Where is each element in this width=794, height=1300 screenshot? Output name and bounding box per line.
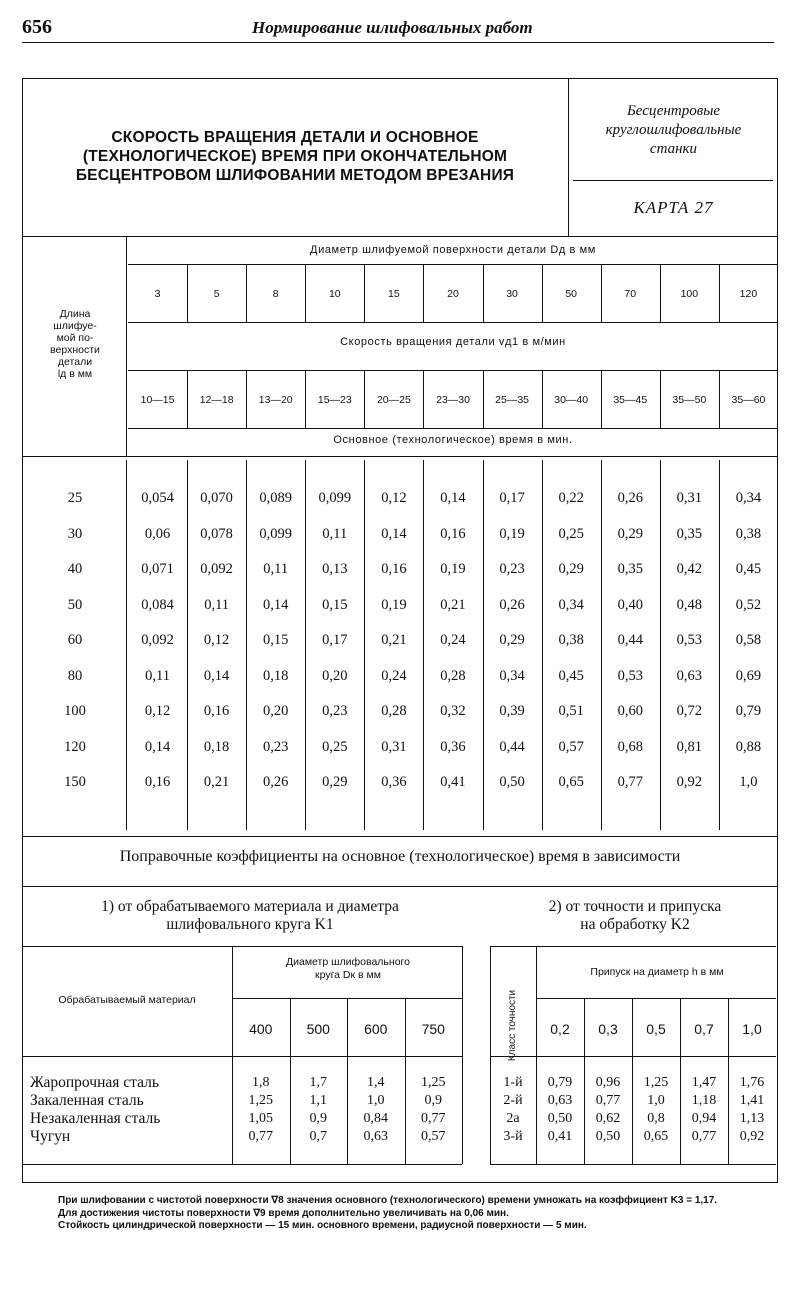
diameter-header: 20	[447, 288, 459, 300]
length-header-line: Длина	[59, 308, 91, 320]
allowance-header: 0,7	[694, 1021, 714, 1037]
time-cell: 0,51	[558, 703, 584, 719]
diameter-header: 3	[154, 288, 161, 300]
time-cell: 0,68	[617, 738, 643, 755]
k1-cell: 0,84	[363, 1111, 388, 1126]
time-cell: 0,12	[203, 632, 230, 648]
time-cell: 0,099	[259, 525, 293, 542]
footnote: Стойкость цилиндрической поверхности — 15 мин. основного времени, радиусной поверхности — 5 мин.	[58, 1220, 587, 1231]
divider	[128, 322, 778, 323]
time-cell: 0,092	[200, 561, 233, 577]
length-cell: 30	[67, 525, 83, 542]
k1-cell: 0,77	[421, 1111, 446, 1126]
k1-cell: 0,57	[421, 1129, 446, 1144]
time-cell: 0,32	[440, 703, 466, 719]
diameter-header: 8	[272, 288, 279, 300]
k2-cell: 0,94	[691, 1111, 717, 1126]
diameter-caption: Диаметр шлифуемой поверхности детали Dд в мм	[310, 244, 596, 256]
divider	[128, 428, 778, 429]
time-cell: 0,50	[499, 774, 525, 790]
time-cell: 0,21	[440, 596, 466, 613]
machine-type	[569, 102, 778, 159]
length-cell: 25	[67, 490, 83, 506]
machine-box	[568, 78, 778, 236]
time-cell: 0,26	[617, 490, 643, 506]
length-cell: 100	[64, 703, 86, 719]
divider	[128, 370, 778, 371]
time-caption: Основное (технологическое) время в мин.	[333, 434, 573, 446]
time-cell: 0,092	[141, 632, 174, 648]
time-cell: 0,38	[735, 525, 762, 542]
length-header-line: мой по-	[56, 332, 94, 344]
time-cell: 0,81	[676, 738, 703, 755]
speed-caption: Скорость вращения детали vд1 в м/мин	[340, 336, 566, 348]
material-name: Закаленная сталь	[30, 1092, 144, 1109]
time-cell: 0,12	[381, 490, 407, 506]
time-cell: 0,52	[735, 596, 762, 613]
k2-cell: 0,62	[595, 1111, 621, 1126]
k2-cell: 0,79	[547, 1075, 573, 1090]
k1-cell: 0,9	[424, 1093, 442, 1108]
length-cell: 50	[67, 596, 83, 613]
class-cell: 3-й	[503, 1129, 523, 1144]
time-cell: 0,071	[141, 561, 174, 577]
time-cell: 0,38	[558, 632, 584, 648]
page-header	[22, 14, 774, 43]
time-cell: 0,054	[141, 490, 174, 506]
time-cell: 0,14	[381, 525, 407, 542]
wheel-diameter-header: 500	[306, 1021, 330, 1037]
time-cell: 0,57	[558, 738, 584, 755]
time-cell: 0,18	[263, 667, 289, 684]
time-cell: 0,63	[676, 667, 703, 684]
speed-header: 25—35	[495, 394, 529, 406]
time-cell: 0,65	[558, 774, 584, 790]
time-cell: 0,36	[381, 774, 407, 790]
time-cell: 0,19	[440, 561, 466, 577]
time-cell: 0,41	[440, 774, 466, 790]
time-cell: 0,21	[203, 774, 230, 790]
time-cell: 0,070	[200, 490, 233, 506]
time-cell: 0,25	[558, 525, 584, 542]
time-cell: 0,19	[381, 596, 407, 613]
k1-cell: 1,1	[309, 1093, 327, 1108]
k2-cell: 0,63	[547, 1093, 573, 1108]
k2-cell: 1,76	[739, 1075, 765, 1090]
k2-cell: 0,77	[691, 1129, 717, 1144]
time-cell: 0,45	[735, 561, 762, 577]
wheel-diameter-header: 400	[249, 1021, 273, 1037]
time-cell: 0,29	[558, 561, 584, 577]
time-cell: 0,25	[322, 738, 348, 755]
footnote: При шлифовании с чистотой поверхности ∇8 значения основного (технологического) времени умножать на коэффициент K3 = 1,17.	[58, 1195, 718, 1206]
time-cell: 0,31	[381, 738, 407, 755]
footnotes	[28, 1195, 770, 1233]
wheel-diameter-header: 750	[421, 1021, 445, 1037]
divider	[22, 1164, 462, 1165]
diameter-header: 15	[388, 288, 400, 300]
k2-cell: 0,77	[595, 1093, 621, 1108]
time-cell: 0,19	[499, 525, 525, 542]
k1-cell: 0,7	[309, 1129, 327, 1144]
time-cell: 0,089	[259, 490, 293, 506]
length-cell: 40	[67, 561, 83, 577]
k1-cell: 1,25	[421, 1075, 446, 1090]
machine-line: станки	[649, 141, 698, 157]
time-cell: 0,44	[617, 632, 643, 648]
machine-line: круглошлифовальные	[605, 122, 742, 138]
time-cell: 0,24	[381, 667, 407, 684]
speed-header: 20—25	[376, 394, 411, 406]
wheel-caption-line: Диаметр шлифовального	[286, 956, 410, 968]
time-cell: 0,44	[499, 738, 525, 755]
time-cell: 0,53	[676, 632, 703, 648]
time-cell: 0,31	[676, 490, 703, 506]
allowance-header: 0,5	[646, 1021, 666, 1037]
time-cell: 0,58	[735, 632, 762, 648]
k2-cell: 1,25	[643, 1075, 669, 1090]
time-cell: 0,13	[322, 561, 348, 577]
time-cell: 0,48	[676, 596, 703, 613]
k2-cell: 0,8	[647, 1111, 665, 1126]
time-cell: 0,69	[735, 667, 762, 684]
diameter-header: 30	[506, 288, 518, 300]
divider	[22, 886, 778, 887]
map-label: КАРТА 27	[633, 198, 714, 217]
k1-cell: 1,0	[367, 1093, 385, 1108]
k2-cell: 0,96	[595, 1075, 621, 1090]
time-cell: 0,28	[381, 703, 407, 719]
time-cell: 0,22	[558, 490, 584, 506]
k1-cell: 0,77	[248, 1129, 273, 1144]
wheel-diameter-header: 600	[364, 1021, 388, 1037]
k2-caption	[490, 898, 780, 934]
speed-header: 12—18	[199, 394, 234, 406]
k2-cell: 0,41	[547, 1129, 573, 1144]
time-cell: 0,15	[322, 596, 348, 613]
time-cell: 0,36	[440, 738, 466, 755]
time-cell: 0,35	[676, 525, 703, 542]
k2-cell: 1,18	[691, 1093, 717, 1108]
machine-line: Бесцентровые	[626, 103, 721, 119]
time-cell: 0,078	[200, 525, 233, 542]
length-header-line: детали	[57, 356, 93, 368]
time-cell: 0,21	[381, 632, 407, 648]
corrections-heading: Поправочные коэффициенты на основное (технологическое) время в зависимости	[119, 848, 681, 865]
time-cell: 0,14	[144, 738, 171, 755]
time-cell: 0,29	[322, 774, 348, 790]
time-cell: 0,23	[322, 703, 348, 719]
speed-header: 35—50	[672, 394, 707, 406]
time-cell: 0,23	[499, 561, 525, 577]
divider	[573, 180, 773, 181]
speed-header: 15—23	[317, 394, 352, 406]
time-cell: 0,11	[322, 525, 348, 542]
time-cell: 0,77	[617, 774, 643, 790]
speed-header: 10—15	[140, 394, 175, 406]
time-cell: 0,14	[440, 490, 466, 506]
allowance-caption: Припуск на диаметр h в мм	[590, 966, 724, 978]
allowance-header: 0,2	[550, 1021, 570, 1037]
time-cell: 0,06	[144, 525, 171, 542]
time-cell: 0,20	[263, 703, 289, 719]
time-cell: 0,11	[263, 561, 289, 577]
time-cell: 0,35	[617, 561, 643, 577]
time-cell: 0,34	[499, 667, 525, 684]
time-cell: 0,12	[144, 703, 171, 719]
running-title: Нормирование шлифовальных работ	[252, 18, 533, 37]
length-cell: 60	[67, 632, 83, 648]
time-cell: 0,23	[263, 738, 289, 755]
wheel-caption	[234, 956, 462, 982]
class-header-box	[490, 989, 536, 1061]
k1-cell: 1,05	[248, 1111, 273, 1126]
time-cell: 0,20	[322, 667, 348, 684]
divider	[22, 456, 778, 457]
k2-cell: 1,47	[691, 1075, 717, 1090]
time-cell: 0,099	[318, 490, 352, 506]
length-header-line: верхности	[50, 344, 100, 356]
k1-caption-line: шлифовального круга K1	[166, 916, 334, 933]
class-cell: 1-й	[503, 1075, 523, 1090]
allowance-header: 0,3	[598, 1021, 618, 1037]
length-cell: 150	[64, 774, 86, 790]
time-cell: 0,29	[499, 632, 525, 648]
k2-cell: 1,41	[739, 1093, 765, 1108]
time-cell: 0,16	[203, 703, 230, 719]
length-cell: 80	[67, 667, 83, 684]
time-cell: 0,14	[203, 667, 230, 684]
diameter-header: 100	[680, 288, 699, 300]
material-name: Чугун	[30, 1128, 71, 1145]
k1-caption-line: 1) от обрабатываемого материала и диаметра	[101, 898, 399, 915]
divider	[126, 236, 127, 456]
divider	[22, 1056, 462, 1057]
title-line: СКОРОСТЬ ВРАЩЕНИЯ ДЕТАЛИ И ОСНОВНОЕ	[111, 129, 479, 146]
time-cell: 0,084	[141, 596, 174, 613]
time-cell: 0,34	[558, 596, 584, 613]
footnote: Для достижения чистоты поверхности ∇9 время дополнительно увеличивать на 0,06 мин.	[58, 1207, 509, 1219]
time-cell: 0,28	[440, 667, 466, 684]
speed-header: 13—20	[258, 394, 293, 406]
k2-caption-line: 2) от точности и припуска	[548, 898, 722, 915]
diameter-header: 70	[624, 288, 637, 300]
divider	[22, 236, 778, 237]
time-cell: 0,42	[676, 561, 703, 577]
time-cell: 0,45	[558, 667, 584, 684]
k1-cell: 1,4	[367, 1075, 385, 1090]
wheel-caption-line: круга Dк в мм	[315, 969, 381, 981]
divider	[536, 998, 776, 999]
allowance-header: 1,0	[742, 1021, 762, 1037]
time-cell: 0,16	[440, 525, 466, 542]
material-header: Обрабатываемый материал	[58, 994, 196, 1006]
card-title	[40, 128, 550, 185]
time-cell: 0,26	[263, 774, 289, 790]
title-line: БЕСЦЕНТРОВОМ ШЛИФОВАНИИ МЕТОДОМ ВРЕЗАНИЯ	[75, 167, 515, 184]
divider	[128, 264, 778, 265]
divider	[490, 1164, 776, 1165]
time-cell: 0,14	[263, 596, 289, 613]
class-cell: 2а	[506, 1111, 520, 1126]
length-header-line: шлифуе-	[53, 320, 97, 332]
diameter-header: 5	[213, 288, 220, 300]
time-cell: 0,24	[440, 632, 466, 648]
class-cell: 2-й	[503, 1093, 523, 1108]
k1-cell: 0,9	[309, 1111, 327, 1126]
time-cell: 0,60	[617, 703, 643, 719]
time-cell: 0,72	[676, 703, 703, 719]
time-cell: 0,26	[499, 596, 525, 613]
title-line: (ТЕХНОЛОГИЧЕСКОЕ) ВРЕМЯ ПРИ ОКОНЧАТЕЛЬНОМ	[82, 148, 508, 165]
speed-header: 35—60	[731, 394, 766, 406]
divider	[490, 946, 776, 947]
divider	[22, 1182, 778, 1183]
time-cell: 0,15	[263, 632, 289, 648]
material-name: Незакаленная сталь	[30, 1110, 161, 1127]
k2-cell: 0,50	[595, 1129, 621, 1144]
time-cell: 1,0	[739, 774, 758, 790]
time-cell: 0,39	[499, 703, 525, 719]
time-cell: 0,11	[145, 667, 170, 684]
time-cell: 0,79	[735, 703, 762, 719]
divider	[462, 946, 463, 1164]
time-cell: 0,17	[499, 490, 525, 506]
diameter-header: 10	[328, 288, 341, 300]
time-cell: 0,17	[322, 632, 348, 648]
time-cell: 0,88	[735, 738, 762, 755]
time-cell: 0,18	[203, 738, 230, 755]
class-header: Класс точности	[507, 989, 519, 1061]
k2-cell: 0,92	[739, 1129, 765, 1144]
length-header	[26, 308, 124, 380]
k1-cell: 0,63	[363, 1129, 388, 1144]
divider	[126, 460, 127, 830]
time-cell: 0,92	[676, 774, 703, 790]
k2-cell: 0,65	[643, 1129, 669, 1144]
length-cell: 120	[64, 738, 86, 755]
speed-header: 30—40	[554, 394, 589, 406]
k2-cell: 1,13	[739, 1111, 765, 1126]
speed-header: 35—45	[613, 394, 648, 406]
divider	[490, 1056, 776, 1057]
time-cell: 0,11	[204, 596, 230, 613]
time-cell: 0,53	[617, 667, 643, 684]
length-header-line: lд в мм	[57, 368, 93, 380]
page-number: 656	[22, 16, 52, 38]
k2-caption-line: на обработку K2	[580, 916, 690, 933]
diameter-header: 50	[565, 288, 577, 300]
k1-caption	[40, 898, 460, 934]
time-cell: 0,16	[381, 561, 407, 577]
time-cell: 0,40	[617, 596, 643, 613]
k2-cell: 0,50	[547, 1111, 573, 1126]
k1-cell: 1,8	[252, 1075, 270, 1090]
speed-header: 23—30	[436, 394, 470, 406]
material-name: Жаропрочная сталь	[30, 1074, 159, 1091]
divider	[22, 946, 462, 947]
time-cell: 0,34	[735, 490, 762, 506]
k2-cell: 1,0	[647, 1093, 665, 1108]
k1-cell: 1,25	[248, 1093, 273, 1108]
k1-cell: 1,7	[309, 1075, 327, 1090]
divider	[22, 836, 778, 837]
diameter-header: 120	[739, 288, 758, 300]
time-cell: 0,16	[144, 774, 171, 790]
time-cell: 0,29	[617, 525, 643, 542]
